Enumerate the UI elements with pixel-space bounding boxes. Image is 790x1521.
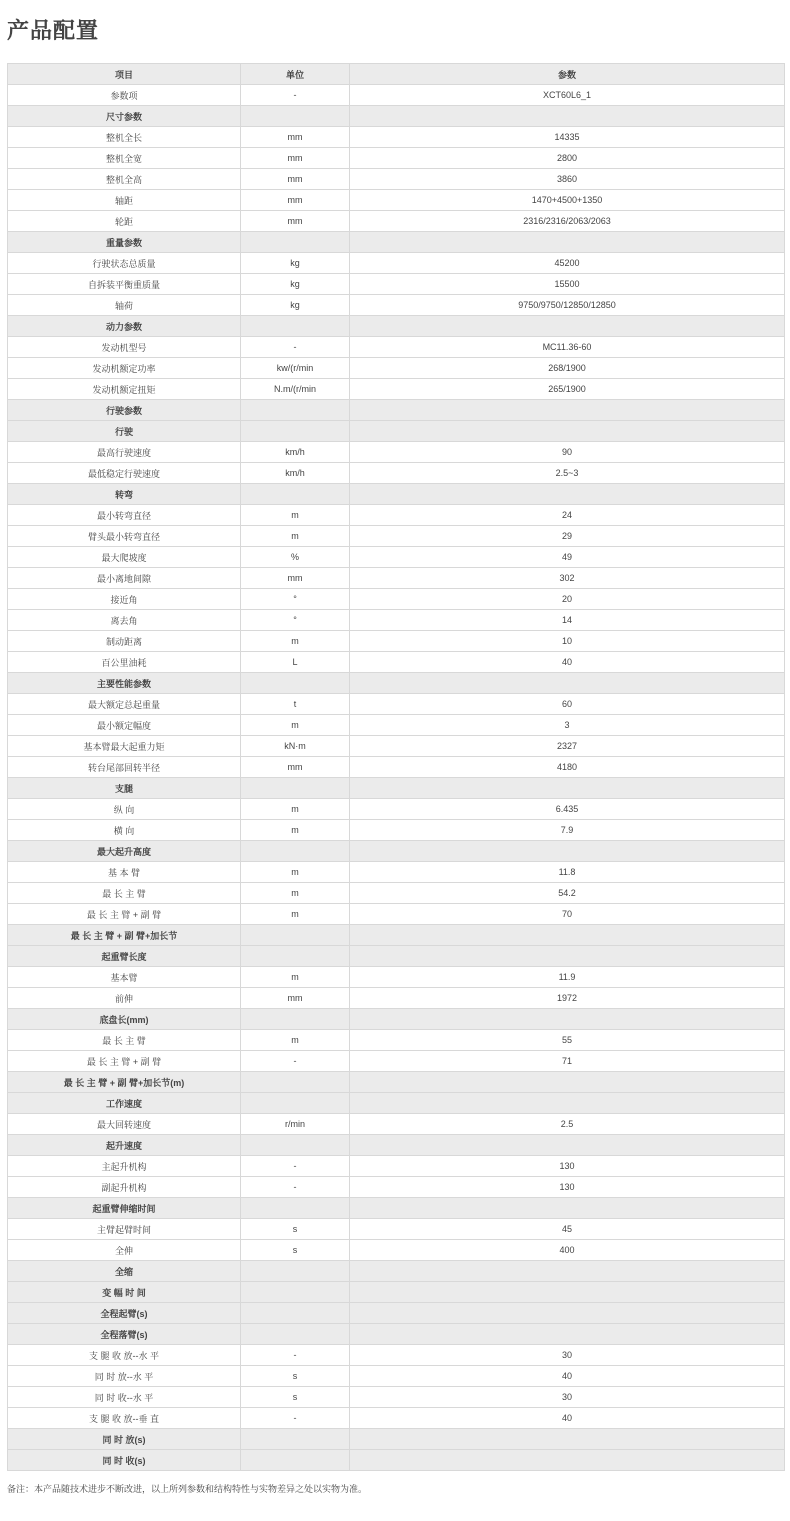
cell-value: 3860 — [350, 169, 785, 190]
cell-item: 全程落臂(s) — [8, 1324, 241, 1345]
cell-value: 10 — [350, 631, 785, 652]
table-row — [8, 610, 785, 631]
cell-value — [350, 1450, 785, 1471]
cell-unit — [241, 484, 350, 505]
cell-unit — [241, 841, 350, 862]
cell-unit — [241, 1450, 350, 1471]
cell-unit: m — [241, 883, 350, 904]
table-section-row — [8, 1450, 785, 1471]
cell-item: 基本臂最大起重力矩 — [8, 736, 241, 757]
cell-item: 转弯 — [8, 484, 241, 505]
cell-value: 40 — [350, 1408, 785, 1429]
cell-unit: mm — [241, 190, 350, 211]
cell-item: 百公里油耗 — [8, 652, 241, 673]
cell-item: 制动距离 — [8, 631, 241, 652]
cell-item: 行驶 — [8, 421, 241, 442]
cell-unit: kg — [241, 253, 350, 274]
cell-value: 24 — [350, 505, 785, 526]
table-section-row — [8, 673, 785, 694]
cell-unit: m — [241, 904, 350, 925]
cell-item: 尺寸参数 — [8, 106, 241, 127]
table-row — [8, 967, 785, 988]
cell-unit: kg — [241, 295, 350, 316]
cell-unit: ° — [241, 610, 350, 631]
cell-value — [350, 1009, 785, 1030]
cell-unit — [241, 106, 350, 127]
table-header-row — [8, 64, 785, 85]
cell-value: 70 — [350, 904, 785, 925]
cell-value: 130 — [350, 1156, 785, 1177]
cell-unit: s — [241, 1387, 350, 1408]
cell-unit: mm — [241, 988, 350, 1009]
cell-value: 2800 — [350, 148, 785, 169]
cell-unit — [241, 673, 350, 694]
cell-unit — [241, 1261, 350, 1282]
cell-item: 主起升机构 — [8, 1156, 241, 1177]
table-section-row — [8, 1198, 785, 1219]
cell-item: 最低稳定行驶速度 — [8, 463, 241, 484]
cell-unit: m — [241, 715, 350, 736]
cell-unit: m — [241, 967, 350, 988]
cell-item: 最 长 主 臂 — [8, 1030, 241, 1051]
cell-item: 主臂起臂时间 — [8, 1219, 241, 1240]
cell-item: 横 向 — [8, 820, 241, 841]
table-section-row — [8, 946, 785, 967]
cell-item: 基 本 臂 — [8, 862, 241, 883]
cell-item: 基本臂 — [8, 967, 241, 988]
table-row — [8, 169, 785, 190]
cell-value — [350, 1198, 785, 1219]
cell-unit: kw/(r/min — [241, 358, 350, 379]
table-row — [8, 1366, 785, 1387]
cell-unit: - — [241, 1177, 350, 1198]
cell-value: 30 — [350, 1387, 785, 1408]
cell-unit: - — [241, 1345, 350, 1366]
table-section-row — [8, 232, 785, 253]
table-row — [8, 211, 785, 232]
cell-unit: m — [241, 820, 350, 841]
cell-item: 起重臂伸缩时间 — [8, 1198, 241, 1219]
cell-unit: % — [241, 547, 350, 568]
table-row — [8, 526, 785, 547]
cell-unit: m — [241, 505, 350, 526]
header-unit: 单位 — [241, 64, 350, 85]
table-row — [8, 274, 785, 295]
cell-item: 最小额定幅度 — [8, 715, 241, 736]
cell-unit: t — [241, 694, 350, 715]
table-row — [8, 1114, 785, 1135]
table-row — [8, 1219, 785, 1240]
cell-unit: - — [241, 1051, 350, 1072]
cell-unit — [241, 925, 350, 946]
cell-unit: kN·m — [241, 736, 350, 757]
cell-value: 1470+4500+1350 — [350, 190, 785, 211]
table-row — [8, 883, 785, 904]
table-row — [8, 1408, 785, 1429]
table-row — [8, 1030, 785, 1051]
cell-value: 4180 — [350, 757, 785, 778]
spec-table — [7, 63, 785, 1471]
cell-unit — [241, 946, 350, 967]
header-item: 项目 — [8, 64, 241, 85]
cell-unit — [241, 1072, 350, 1093]
table-section-row — [8, 1303, 785, 1324]
table-row — [8, 337, 785, 358]
table-row — [8, 379, 785, 400]
cell-item: 纵 向 — [8, 799, 241, 820]
cell-value — [350, 841, 785, 862]
cell-value: 55 — [350, 1030, 785, 1051]
cell-item: 同 时 放--水 平 — [8, 1366, 241, 1387]
cell-item: 行驶状态总质量 — [8, 253, 241, 274]
cell-value — [350, 1093, 785, 1114]
table-section-row — [8, 1072, 785, 1093]
cell-value: XCT60L6_1 — [350, 85, 785, 106]
cell-item: 整机全长 — [8, 127, 241, 148]
cell-item: 重量参数 — [8, 232, 241, 253]
table-row — [8, 505, 785, 526]
cell-value — [350, 1303, 785, 1324]
cell-unit: r/min — [241, 1114, 350, 1135]
table-section-row — [8, 778, 785, 799]
cell-value: 302 — [350, 568, 785, 589]
cell-item: 自拆装平衡重质量 — [8, 274, 241, 295]
cell-unit — [241, 421, 350, 442]
table-section-row — [8, 421, 785, 442]
table-row — [8, 715, 785, 736]
table-section-row — [8, 1324, 785, 1345]
cell-value: 60 — [350, 694, 785, 715]
cell-item: 最 长 主 臂 — [8, 883, 241, 904]
cell-unit — [241, 1093, 350, 1114]
table-section-row — [8, 106, 785, 127]
cell-value: 49 — [350, 547, 785, 568]
cell-unit: m — [241, 799, 350, 820]
cell-value: 130 — [350, 1177, 785, 1198]
cell-unit — [241, 1303, 350, 1324]
cell-value: 90 — [350, 442, 785, 463]
cell-value — [350, 1261, 785, 1282]
cell-item: 最小转弯直径 — [8, 505, 241, 526]
cell-value — [350, 400, 785, 421]
cell-value — [350, 1072, 785, 1093]
cell-value: 40 — [350, 1366, 785, 1387]
table-row — [8, 1051, 785, 1072]
cell-item: 副起升机构 — [8, 1177, 241, 1198]
cell-item: 转台尾部回转半径 — [8, 757, 241, 778]
cell-value — [350, 778, 785, 799]
cell-item: 整机全高 — [8, 169, 241, 190]
cell-value — [350, 1282, 785, 1303]
table-row — [8, 127, 785, 148]
cell-value: 268/1900 — [350, 358, 785, 379]
cell-unit: mm — [241, 568, 350, 589]
cell-item: 最大爬坡度 — [8, 547, 241, 568]
cell-value: 29 — [350, 526, 785, 547]
cell-unit — [241, 316, 350, 337]
table-section-row — [8, 1429, 785, 1450]
cell-unit: mm — [241, 169, 350, 190]
table-section-row — [8, 1261, 785, 1282]
cell-value: 45 — [350, 1219, 785, 1240]
table-section-row — [8, 316, 785, 337]
cell-item: 最大回转速度 — [8, 1114, 241, 1135]
cell-unit — [241, 1282, 350, 1303]
cell-value: 14335 — [350, 127, 785, 148]
table-row — [8, 988, 785, 1009]
cell-item: 发动机额定扭矩 — [8, 379, 241, 400]
cell-value: 7.9 — [350, 820, 785, 841]
cell-item: 动力参数 — [8, 316, 241, 337]
table-section-row — [8, 1093, 785, 1114]
cell-item: 最 长 主 臂 + 副 臂+加长节(m) — [8, 1072, 241, 1093]
cell-unit — [241, 232, 350, 253]
table-row — [8, 736, 785, 757]
cell-item: 变 幅 时 间 — [8, 1282, 241, 1303]
cell-value: 14 — [350, 610, 785, 631]
cell-value: 1972 — [350, 988, 785, 1009]
table-row — [8, 547, 785, 568]
cell-unit: m — [241, 862, 350, 883]
cell-value — [350, 1429, 785, 1450]
header-value: 参数 — [350, 64, 785, 85]
table-row — [8, 1345, 785, 1366]
table-row — [8, 190, 785, 211]
cell-item: 轮距 — [8, 211, 241, 232]
cell-value: 2.5 — [350, 1114, 785, 1135]
cell-unit: - — [241, 337, 350, 358]
cell-unit — [241, 1324, 350, 1345]
cell-item: 底盘长(mm) — [8, 1009, 241, 1030]
cell-value — [350, 946, 785, 967]
cell-value — [350, 232, 785, 253]
cell-item: 起升速度 — [8, 1135, 241, 1156]
table-row — [8, 757, 785, 778]
cell-item: 最高行驶速度 — [8, 442, 241, 463]
cell-unit — [241, 400, 350, 421]
cell-unit: N.m/(r/min — [241, 379, 350, 400]
cell-unit — [241, 1009, 350, 1030]
cell-value: 3 — [350, 715, 785, 736]
table-section-row — [8, 1135, 785, 1156]
cell-item: 臂头最小转弯直径 — [8, 526, 241, 547]
cell-unit: L — [241, 652, 350, 673]
cell-unit: - — [241, 1156, 350, 1177]
table-section-row — [8, 484, 785, 505]
cell-item: 轴荷 — [8, 295, 241, 316]
cell-unit — [241, 1135, 350, 1156]
cell-value: 6.435 — [350, 799, 785, 820]
cell-unit: mm — [241, 127, 350, 148]
cell-value: 2.5~3 — [350, 463, 785, 484]
table-row — [8, 463, 785, 484]
cell-unit — [241, 778, 350, 799]
table-row — [8, 904, 785, 925]
cell-value: 20 — [350, 589, 785, 610]
cell-item: 支 腿 收 放--垂 直 — [8, 1408, 241, 1429]
table-row — [8, 1177, 785, 1198]
table-row — [8, 148, 785, 169]
table-row — [8, 295, 785, 316]
cell-value: 71 — [350, 1051, 785, 1072]
cell-unit — [241, 1198, 350, 1219]
page-title: 产品配置 — [7, 18, 100, 43]
table-row — [8, 820, 785, 841]
cell-item: 同 时 收(s) — [8, 1450, 241, 1471]
cell-value: MC11.36-60 — [350, 337, 785, 358]
cell-unit: m — [241, 1030, 350, 1051]
table-row — [8, 694, 785, 715]
cell-item: 起重臂长度 — [8, 946, 241, 967]
cell-unit: m — [241, 526, 350, 547]
cell-unit: - — [241, 85, 350, 106]
cell-value — [350, 316, 785, 337]
cell-value: 265/1900 — [350, 379, 785, 400]
cell-unit — [241, 1429, 350, 1450]
cell-unit: mm — [241, 757, 350, 778]
cell-unit: s — [241, 1366, 350, 1387]
cell-item: 行驶参数 — [8, 400, 241, 421]
cell-value: 45200 — [350, 253, 785, 274]
cell-value: 15500 — [350, 274, 785, 295]
cell-value — [350, 106, 785, 127]
table-row — [8, 631, 785, 652]
cell-item: 接近角 — [8, 589, 241, 610]
cell-value — [350, 1324, 785, 1345]
table-section-row — [8, 400, 785, 421]
cell-item: 最小离地间隙 — [8, 568, 241, 589]
cell-value: 54.2 — [350, 883, 785, 904]
cell-value: 11.8 — [350, 862, 785, 883]
cell-unit: kg — [241, 274, 350, 295]
cell-value: 9750/9750/12850/12850 — [350, 295, 785, 316]
cell-unit: km/h — [241, 463, 350, 484]
cell-item: 轴距 — [8, 190, 241, 211]
table-row — [8, 1240, 785, 1261]
cell-value — [350, 673, 785, 694]
cell-item: 同 时 放(s) — [8, 1429, 241, 1450]
cell-item: 支腿 — [8, 778, 241, 799]
cell-unit: m — [241, 631, 350, 652]
cell-item: 最 长 主 臂 + 副 臂 — [8, 1051, 241, 1072]
table-section-row — [8, 1009, 785, 1030]
cell-item: 发动机型号 — [8, 337, 241, 358]
cell-item: 全程起臂(s) — [8, 1303, 241, 1324]
cell-item: 发动机额定功率 — [8, 358, 241, 379]
cell-unit: mm — [241, 148, 350, 169]
table-row — [8, 589, 785, 610]
cell-item: 最 长 主 臂 + 副 臂+加长节 — [8, 925, 241, 946]
table-row — [8, 358, 785, 379]
footnote: 备注：本产品随技术进步不断改进，以上所列参数和结构特性与实物差异之处以实物为准。 — [7, 1484, 368, 1494]
table-row — [8, 1156, 785, 1177]
cell-item: 参数项 — [8, 85, 241, 106]
cell-unit: mm — [241, 211, 350, 232]
cell-item: 全伸 — [8, 1240, 241, 1261]
cell-unit: km/h — [241, 442, 350, 463]
cell-item: 最大起升高度 — [8, 841, 241, 862]
cell-value: 2327 — [350, 736, 785, 757]
cell-value — [350, 421, 785, 442]
cell-item: 支 腿 收 放--水 平 — [8, 1345, 241, 1366]
cell-item: 整机全宽 — [8, 148, 241, 169]
cell-value: 11.9 — [350, 967, 785, 988]
cell-value — [350, 1135, 785, 1156]
cell-value: 30 — [350, 1345, 785, 1366]
table-section-row — [8, 1282, 785, 1303]
table-row — [8, 799, 785, 820]
cell-unit: s — [241, 1240, 350, 1261]
cell-value — [350, 925, 785, 946]
cell-value: 400 — [350, 1240, 785, 1261]
table-row — [8, 253, 785, 274]
table-section-row — [8, 925, 785, 946]
table-section-row — [8, 841, 785, 862]
cell-unit: - — [241, 1408, 350, 1429]
cell-item: 全缩 — [8, 1261, 241, 1282]
cell-item: 工作速度 — [8, 1093, 241, 1114]
table-row — [8, 862, 785, 883]
cell-item: 最 长 主 臂 + 副 臂 — [8, 904, 241, 925]
cell-item: 前伸 — [8, 988, 241, 1009]
table-row — [8, 85, 785, 106]
spec-table-body — [8, 85, 785, 1471]
cell-value — [350, 484, 785, 505]
cell-unit: ° — [241, 589, 350, 610]
cell-value: 2316/2316/2063/2063 — [350, 211, 785, 232]
table-row — [8, 568, 785, 589]
cell-value: 40 — [350, 652, 785, 673]
table-row — [8, 652, 785, 673]
cell-item: 最大额定总起重量 — [8, 694, 241, 715]
cell-item: 主要性能参数 — [8, 673, 241, 694]
cell-unit: s — [241, 1219, 350, 1240]
cell-item: 离去角 — [8, 610, 241, 631]
cell-item: 同 时 收--水 平 — [8, 1387, 241, 1408]
table-row — [8, 1387, 785, 1408]
table-row — [8, 442, 785, 463]
